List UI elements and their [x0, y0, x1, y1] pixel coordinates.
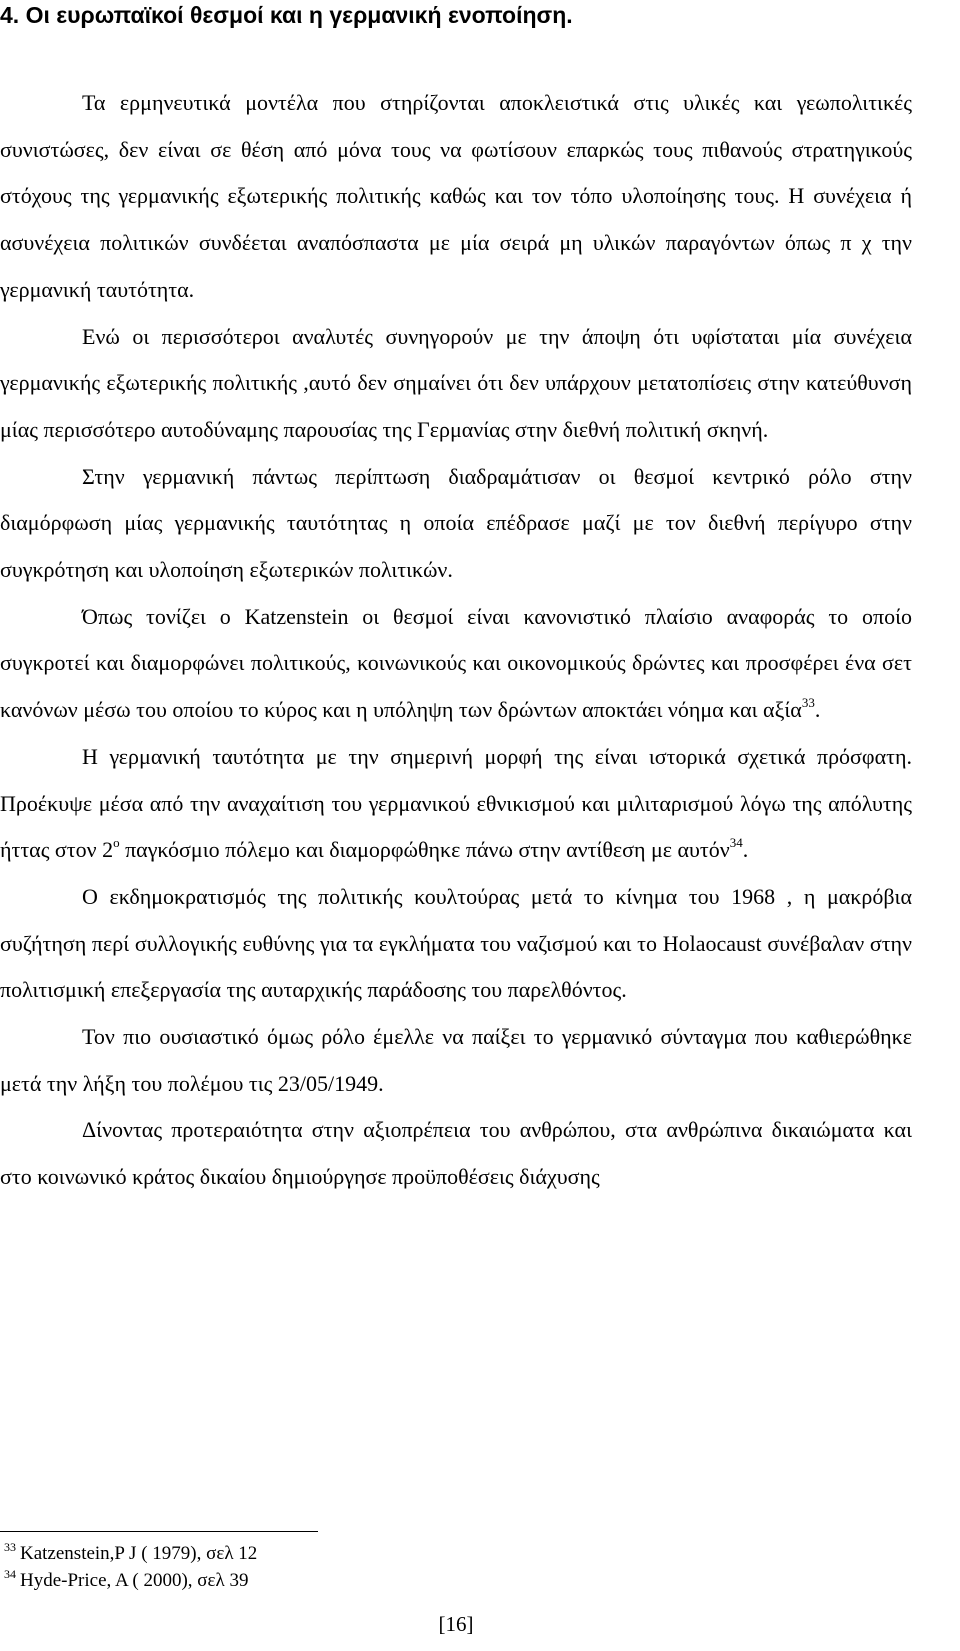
footnote-34	[4, 1567, 257, 1594]
paragraph-7: Τον πιο ουσιαστικό όμως ρόλο έμελλε να παίξει το γερμανικό σύνταγμα που καθιερώθηκε μετά την λήξη του πολέμου τις 23/05/1949.	[0, 1024, 912, 1096]
footnote-ref-34: 34	[729, 835, 743, 851]
paragraph-4-text: Όπως τονίζει ο Katzenstein οι θεσμοί είναι κανονιστικό πλαίσιο αναφοράς το οποίο συγκροτεί και διαμορφώνει πολιτικούς, κοινωνικούς και οικονομικούς δρώντες και προσφέρει ένα σετ κανόνων μέσω του οποίου το κύρος και η υπόληψη των δρώντων αποκτάει νόημα και αξία	[0, 603, 912, 723]
paragraph-3: Στην γερμανική πάντως περίπτωση διαδραμάτισαν οι θεσμοί κεντρικό ρόλο στην διαμόρφωση μίας γερμανικής ταυτότητας η οποία επέδρασε μαζί με τον διεθνή περίγυρο στην συγκρότηση και υλοποίηση εξωτερικών πολιτικών.	[0, 463, 912, 583]
footnote-33	[4, 1540, 257, 1567]
section-heading: 4. Οι ευρωπαϊκοί θεσμοί και η γερμανική ενοποίηση.	[0, 2, 573, 28]
footnote-text: Hyde-Price, A ( 2000), σελ 39	[20, 1570, 249, 1591]
footnote-ref-33: 33	[801, 695, 815, 711]
footnote-text: Katzenstein,P J ( 1979), σελ 12	[20, 1543, 258, 1564]
paragraph-5-end: .	[742, 837, 749, 863]
paragraph-4	[0, 594, 912, 734]
paragraph-1: Τα ερμηνευτικά μοντέλα που στηρίζονται αποκλειστικά στις υλικές και γεωπολιτικές συνιστώσες, δεν είναι σε θέση από μόνα τους να φωτίσουν επαρκώς τους πιθανούς στρατηγικούς στόχους της γερμανικής εξωτερικής πολιτικής καθώς και τον τόπο υλοποίησης τους. Η συνέχεια ή ασυνέχεια πολιτικών συνδέεται αναπόσπαστα με μία σειρά μη υλικών παραγόντων όπως π χ την γερμανική ταυτότητα.	[0, 90, 912, 302]
footnotes	[4, 1540, 257, 1594]
footnote-number: 34	[4, 1567, 16, 1581]
footnote-number: 33	[4, 1540, 16, 1554]
paragraph-5-text-a: Η γερμανική ταυτότητα με την σημερινή μορφή της είναι ιστορικά σχετικά πρόσφατη. Προέκυψε μέσα από την αναχαίτιση του γερμανικού εθνικισμού και μιλιταρισμού λόγω της απόλυτης ήττας στον 2	[0, 743, 912, 863]
footnote-separator	[0, 1531, 318, 1532]
body-text	[0, 80, 912, 1201]
paragraph-6: Ο εκδημοκρατισμός της πολιτικής κουλτούρας μετά το κίνημα του 1968 , η μακρόβια συζήτηση περί συλλογικής ευθύνης για τα εγκλήματα του ναζισμού και το Holaocaust συνέβαλαν στην πολιτισμική επεξεργασία της αυταρχικής παράδοσης του παρελθόντος.	[0, 883, 912, 1003]
page-number: [16]	[438, 1612, 474, 1636]
paragraph-5-text-b: παγκόσμιο πόλεμο και διαμορφώθηκε πάνω στην αντίθεση με αυτόν	[119, 837, 730, 863]
ordinal-superscript: ο	[113, 835, 120, 851]
paragraph-4-end: .	[814, 697, 821, 723]
paragraph-5	[0, 734, 912, 874]
paragraph-8: Δίνοντας προτεραιότητα στην αξιοπρέπεια του ανθρώπου, στα ανθρώπινα δικαιώματα και στο κοινωνικό κράτος δικαίου δημιούργησε προϋποθέσεις διάχυσης	[0, 1117, 912, 1190]
paragraph-2: Ενώ οι περισσότεροι αναλυτές συνηγορούν με την άποψη ότι υφίσταται μία συνέχεια γερμανικής εξωτερικής πολιτικής ,αυτό δεν σημαίνει ότι δεν υπάρχουν μετατοπίσεις στην κατεύθυνση μίας περισσότερο αυτοδύναμης παρουσίας της Γερμανίας στην διεθνή πολιτική σκηνή.	[0, 323, 912, 442]
